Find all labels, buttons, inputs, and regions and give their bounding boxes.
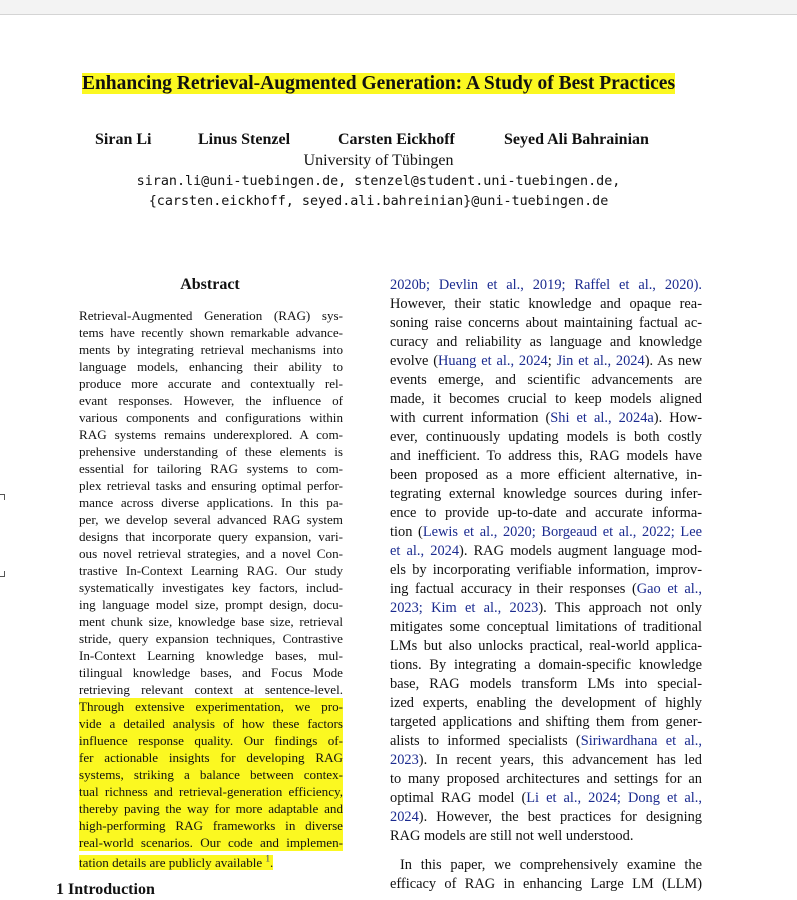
abstract-line: mance across diverse applications. In this pa-: [79, 495, 343, 510]
citation-link[interactable]: 2024: [390, 809, 419, 825]
body-line: soning raise concerns about maintaining factual ac-: [390, 315, 702, 331]
abstract-line: retrieving relevant context at sentence-level.: [79, 682, 343, 697]
body-line: been proposed as a more efficient alternative, in-: [390, 467, 702, 483]
body-line: tions. By integrating a domain-specific knowledge: [390, 657, 702, 673]
citation-link[interactable]: 2020b; Devlin et al., 2019; Raffel et al., 2020).: [390, 277, 702, 293]
text: ). RAG models augment language mod-: [459, 543, 702, 559]
citation-link[interactable]: Siriwardhana et al.,: [580, 733, 703, 749]
body-line: and inefficient. To address this, RAG models have: [390, 448, 702, 464]
citation-link[interactable]: Huang et al., 2024: [438, 353, 548, 369]
citation-link[interactable]: Gao et al.,: [636, 581, 702, 597]
body-line: In this paper, we comprehensively examine the: [400, 857, 702, 873]
body-line: LMs but also unlocks practical, real-world applica-: [390, 638, 702, 654]
body-line: to many proposed architectures and settings for an: [390, 771, 702, 787]
body-line: [390, 789, 702, 808]
abstract-line: essential for tailoring RAG systems to com-: [79, 461, 343, 476]
abstract-line-highlighted: thereby paving the way for more adaptable and: [79, 801, 343, 816]
text: ). As new: [644, 353, 702, 369]
body-line: RAG models are still not well understood.: [390, 828, 634, 844]
body-line: efficacy of RAG in enhancing Large LM (LLM): [390, 876, 702, 892]
author-name: Siran Li: [95, 131, 152, 148]
abstract-line-highlighted: fer actionable insights for developing RAG: [79, 750, 343, 765]
abstract-line: various components and configurations within: [79, 410, 343, 425]
author-name: Linus Stenzel: [198, 131, 291, 148]
text: ing factual accuracy in their responses (: [390, 581, 637, 597]
body-line: [390, 409, 702, 428]
margin-crop-mark: [0, 571, 5, 577]
abstract-line: plex retrieval tasks and ensuring optimal perfor-: [79, 478, 343, 493]
citation-link[interactable]: 2023: [390, 752, 419, 768]
body-line: tegrating external knowledge sources during infer-: [390, 486, 702, 502]
title-highlight: Enhancing Retrieval-Augmented Generation: A Study of Best Practices: [81, 73, 676, 94]
body-line: [390, 523, 702, 542]
body-line: However, their static knowledge and opaque rea-: [390, 296, 702, 312]
body-line: els by incorporating verifiable information, improv-: [390, 562, 702, 578]
email-line: siran.li@uni-tuebingen.de, stenzel@student.uni-tuebingen.de,: [136, 174, 621, 189]
paper-title: [0, 72, 757, 96]
body-line: ever, continuously updating models is both costly: [390, 429, 702, 445]
body-line: base, RAG models transform LMs into special-: [390, 676, 702, 692]
abstract-line: tilingual knowledge bases, and Focus Mode: [79, 665, 343, 680]
text: ). This approach not only: [538, 600, 702, 616]
text: evolve (: [390, 353, 439, 369]
body-line: [390, 542, 702, 561]
abstract-line-highlighted: influence response quality. Our findings of-: [79, 733, 343, 748]
abstract-line-highlighted: high-performing RAG frameworks in diverse: [79, 818, 343, 833]
citation-link[interactable]: et al., 2024: [390, 543, 460, 559]
abstract-line: stride, query expansion techniques, Contrastive: [79, 631, 343, 646]
body-line: mitigates some conceptual limitations of traditional: [390, 619, 702, 635]
body-line: [390, 599, 702, 618]
abstract-line: prehensive understanding of these elements is: [79, 444, 343, 459]
abstract-line: trastive In-Context Learning RAG. Our study: [79, 563, 343, 578]
abstract-line-highlighted: tual richness and retrieval-generation efficiency,: [79, 784, 343, 799]
text: tion (: [390, 524, 423, 540]
body-line: [390, 808, 702, 827]
text: ). How-: [653, 410, 703, 426]
abstract-line-highlighted: vide a detailed analysis of how these factors: [79, 716, 343, 731]
body-line: [390, 732, 702, 751]
abstract-line-highlighted: Through extensive experimentation, we pro-: [79, 699, 343, 714]
abstract-last-line-text: tation details are publicly available $^1$.: [79, 854, 274, 871]
abstract-line: Retrieval-Augmented Generation (RAG) sys-: [79, 308, 343, 323]
abstract-line: per, we develop several advanced RAG system: [79, 512, 343, 527]
text: alists to informed specialists (: [390, 733, 581, 749]
abstract-heading: Abstract: [180, 276, 240, 293]
affiliation: University of Tübingen: [303, 152, 454, 169]
abstract-line: In-Context Learning knowledge bases, mul-: [79, 648, 343, 663]
email-line: {carsten.eickhoff, seyed.ali.bahreinian}@uni-tuebingen.de: [148, 194, 609, 209]
abstract-last-line: tation details are publicly available: [79, 855, 263, 871]
abstract-line: ment chunk size, knowledge base size, retrieval: [79, 614, 343, 629]
citation-link[interactable]: Shi et al., 2024a: [550, 410, 654, 426]
abstract-line: tems have recently shown remarkable advance-: [79, 325, 343, 340]
body-line: events emerge, and scientific advancements are: [390, 372, 702, 388]
abstract-line: systematically investigates key factors, includ-: [79, 580, 343, 595]
body-line: targeted applications and shifting them from gener-: [390, 714, 702, 730]
abstract-line-highlighted: [79, 851, 273, 871]
text: ). However, the best practices for designing: [418, 809, 702, 825]
text: ). In recent years, this advancement has led: [418, 752, 702, 768]
section-heading: 1 Introduction: [56, 881, 155, 898]
abstract-line: designs that incorporate query expansion, vari-: [79, 529, 343, 544]
viewer-top-bar: [0, 0, 797, 15]
body-line: [390, 580, 702, 599]
abstract-line-highlighted: real-world scenarios. Our code and implemen-: [79, 835, 343, 850]
abstract-line: ing language model size, prompt design, docu-: [79, 597, 343, 612]
text: with current information (: [390, 410, 551, 426]
citation-link[interactable]: Jin et al., 2024: [556, 353, 645, 369]
abstract-line-highlighted: systems, striking a balance between contex-: [79, 767, 343, 782]
body-line: ized experts, enabling the development of highly: [390, 695, 702, 711]
abstract-line: RAG systems remains underexplored. A com-: [79, 427, 343, 442]
abstract-line: ments by integrating retrieval mechanisms into: [79, 342, 343, 357]
author-name: Carsten Eickhoff: [338, 131, 455, 148]
abstract-line: evant responses. However, the influence of: [79, 393, 343, 408]
body-line: ence to provide up-to-date and accurate informa-: [390, 505, 702, 521]
citation-link[interactable]: Li et al., 2024; Dong et al.,: [526, 790, 702, 806]
body-line: made, it becomes crucial to keep models aligned: [390, 391, 702, 407]
body-line: [390, 352, 702, 371]
citation-link[interactable]: Lewis et al., 2020; Borgeaud et al., 2022; Lee: [422, 524, 702, 540]
abstract-line: produce more accurate and contextually rel-: [79, 376, 343, 391]
body-line: curacy and reliability as language and knowledge: [390, 334, 702, 350]
footnote-mark[interactable]: 1: [265, 854, 271, 864]
text: optimal RAG model (: [390, 790, 527, 806]
body-line: [390, 751, 702, 770]
text: ;: [547, 353, 557, 369]
author-name: Seyed Ali Bahrainian: [504, 131, 649, 148]
margin-crop-mark: [0, 494, 5, 500]
abstract-line: language models, enhancing their ability to: [79, 359, 343, 374]
abstract-line: ous novel retrieval strategies, and a novel Con-: [79, 546, 343, 561]
citation-link[interactable]: 2023; Kim et al., 2023: [390, 600, 539, 616]
